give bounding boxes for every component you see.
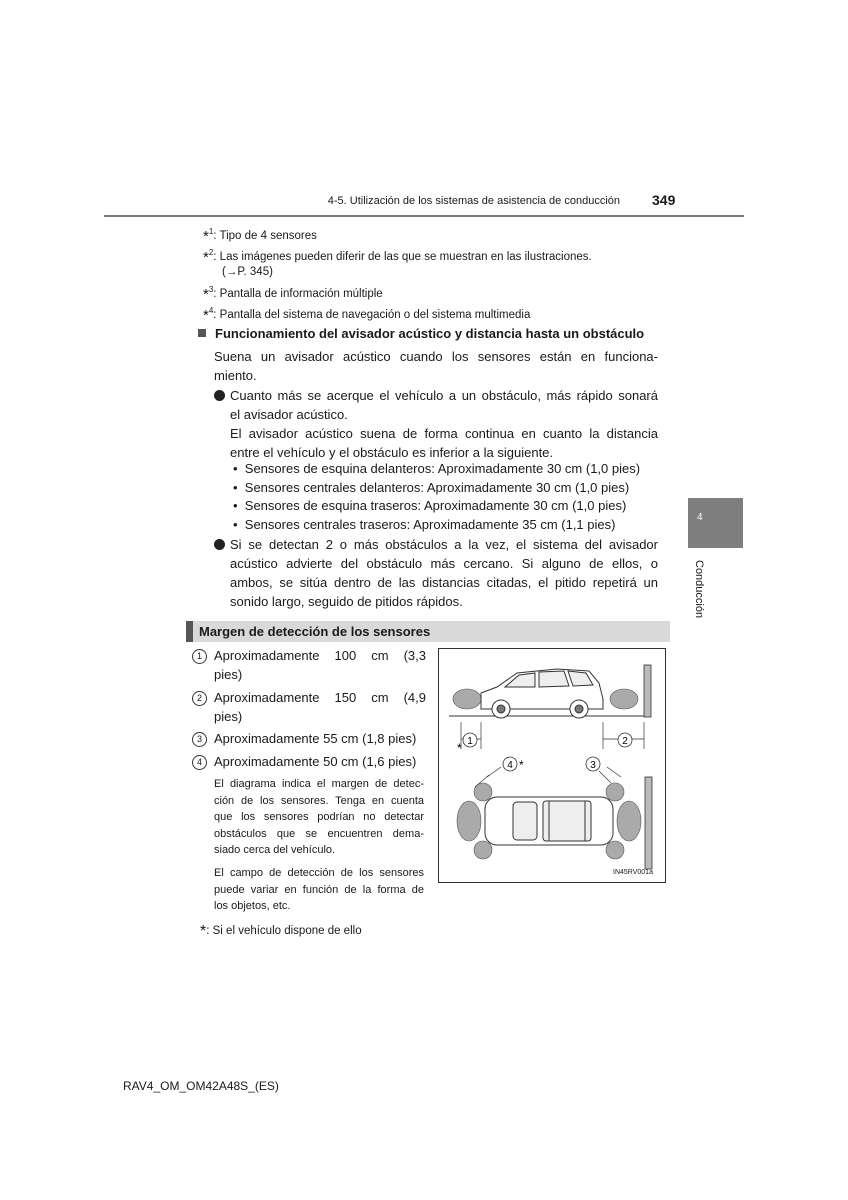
- footnote-3: *$^3$: Pantalla de información múltiple: [203, 285, 383, 303]
- figure-id: IN45RV001a: [613, 869, 653, 876]
- circle-number: 3: [192, 732, 207, 747]
- callout-star: *: [457, 741, 462, 755]
- sensor-range-figure: [438, 648, 666, 883]
- rear-sensor-zone: [610, 689, 638, 709]
- circle-number: 4: [192, 755, 207, 770]
- header-rule: [104, 215, 744, 217]
- range-item-1: 1 Aproximadamente 100 cm (3,3 pies): [192, 646, 426, 684]
- callout-2-label: 2: [622, 736, 628, 747]
- front-center-zone: [457, 801, 481, 841]
- bullet-dot-icon: [214, 390, 225, 401]
- rear-right-corner-zone: [606, 841, 624, 859]
- footnote-4: *$^4$: Pantalla del sistema de navegación o del sistema multimedia: [203, 306, 531, 324]
- list-item: • Sensores centrales delanteros: Aproximadamente 30 cm (1,0 pies): [233, 479, 630, 495]
- bullet-2: Si se detectan 2 o más obstáculos a la vez, el sistema del avisador acústico advierte del obstáculo más cercano. Si alguno de ellos, o ambos, se sitúa dentro de las distancias citadas, el pitido repetirá un sonido largo, seguido de pitidos rápidos.: [214, 535, 658, 611]
- range-item-4: 4 Aproximadamente 50 cm (1,6 pies): [192, 752, 426, 771]
- wall-obstacle: [644, 665, 651, 717]
- square-bullet-icon: [198, 329, 206, 337]
- list-item: • Sensores centrales traseros: Aproximadamente 35 cm (1,1 pies): [233, 516, 616, 532]
- range-item-3: 3 Aproximadamente 55 cm (1,8 pies): [192, 729, 426, 748]
- bullet-1: Cuanto más se acerque el vehículo a un obstáculo, más rápido sonará el avisador acústico. El avisador acústico suena de forma continua en cuanto la distancia entre el vehículo y el obstáculo es inferior a la siguiente.: [214, 386, 658, 462]
- document-code-footer: RAV4_OM_OM42A48S_(ES): [123, 1079, 279, 1093]
- chapter-tab-number: 4: [697, 512, 703, 523]
- circle-number: 1: [192, 649, 207, 664]
- car-side-view: [481, 669, 603, 718]
- callout-4-star: *: [519, 758, 524, 772]
- list-item: • Sensores de esquina delanteros: Aproximadamente 30 cm (1,0 pies): [233, 461, 641, 476]
- circle-number: 2: [192, 691, 207, 706]
- distance-list: [233, 460, 640, 534]
- range-box-heading: Margen de detección de los sensores: [186, 621, 670, 642]
- callout-3-label: 3: [590, 760, 596, 771]
- section-heading: Funcionamiento del avisador acústico y distancia hasta un obstáculo: [198, 326, 668, 341]
- front-right-corner-zone: [474, 841, 492, 859]
- callout-1-label: 1: [467, 736, 473, 747]
- sensor-diagram: [439, 649, 665, 882]
- front-sensor-zone: [453, 689, 481, 709]
- bullet-dot-icon: [214, 539, 225, 550]
- callout-4-label: 4: [507, 760, 513, 771]
- range-item-2: 2 Aproximadamente 150 cm (4,9 pies): [192, 688, 426, 726]
- footnote-2: *$^2$: Las imágenes pueden diferir de las que se muestran en las ilustraciones. (→P. 345): [203, 248, 592, 278]
- range-note-2: El campo de detección de los sensores puede variar en función de la forma de los objetos, etc.: [214, 867, 424, 912]
- page-number: 349: [652, 192, 676, 208]
- intro-paragraph: Suena un avisador acústico cuando los sensores están en funciona- miento.: [214, 349, 658, 383]
- car-top-view: [485, 797, 613, 845]
- list-item: • Sensores de esquina traseros: Aproximadamente 30 cm (1,0 pies): [233, 498, 627, 513]
- range-note-1: El diagrama indica el margen de detec- ción de los sensores. Tenga en cuenta que los sensores podrían no detectar obstáculos que se encuentren dema- siado cerca del vehículo.: [214, 778, 424, 856]
- rear-left-corner-zone: [606, 783, 624, 801]
- wall-obstacle-top: [645, 777, 652, 869]
- optional-equipment-note: *: Si el vehículo dispone de ello: [200, 923, 362, 940]
- rear-center-zone: [617, 801, 641, 841]
- chapter-tab: [688, 498, 743, 548]
- footnote-1: *$^1$: Tipo de 4 sensores: [203, 227, 317, 245]
- running-header: 4-5. Utilización de los sistemas de asistencia de conducción: [327, 195, 620, 207]
- chapter-tab-label: Conducción: [693, 560, 705, 619]
